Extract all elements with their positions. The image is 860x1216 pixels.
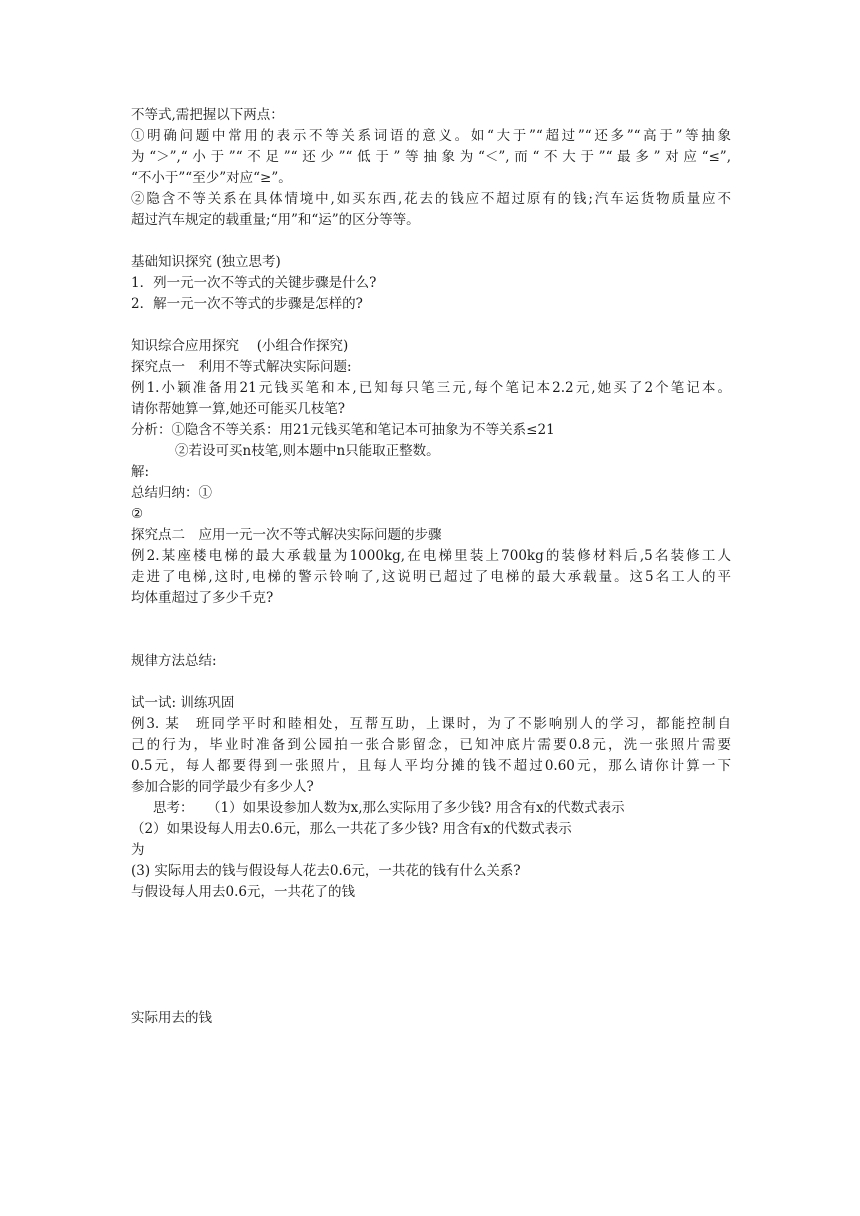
text-line: 2．解一元一次不等式的步骤是怎样的?: [131, 296, 363, 312]
text-line: 超过汽车规定的载重量;“用”和“运”的区分等等。: [131, 212, 420, 228]
text-line: 己的行为，毕业时准备到公园拍一张合影留念，已知冲底片需要0.8元，洗一张照片需要: [131, 737, 731, 753]
text-line: 例1.小颖准备用21元钱买笔和本,已知每只笔三元,每个笔记本2.2元,她买了2个笔记本。: [131, 380, 731, 396]
text-line: 例3. 某 班同学平时和睦相处，互帮互助，上课时，为了不影响别人的学习，都能控制自: [131, 716, 731, 732]
text-line: 总结归纳：①: [131, 485, 212, 501]
text-line: 请你帮她算一算,她还可能买几枝笔?: [131, 401, 346, 417]
text-line: ①明确问题中常用的表示不等关系词语的意义。如“大于”“超过”“还多”“高于”等抽象: [131, 128, 731, 144]
text-line: 为: [131, 842, 145, 858]
section-heading: 探究点二 应用一元一次不等式解决实际问题的步骤: [131, 527, 442, 543]
text-line: ②若设可买n枝笔,则本题中n只能取正整数。: [175, 443, 440, 459]
text-line: ②: [131, 506, 144, 522]
text-line: （2）如果设每人用去0.6元，那么一共花了多少钱? 用含有x的代数式表示: [131, 821, 572, 837]
text-line: “不小于”“至少”对应“≥”。: [131, 170, 292, 186]
text-line: 均体重超过了多少千克?: [131, 590, 274, 606]
section-heading: 规律方法总结:: [131, 653, 217, 669]
text-line: 与假设每人用去0.6元，一共花了的钱: [131, 884, 355, 900]
text-line: 0.5元，每人都要得到一张照片，且每人平均分摊的钱不超过0.60元，那么请你计算一下: [131, 758, 731, 774]
text-line: 例2.某座楼电梯的最大承载量为1000kg,在电梯里装上700kg的装修材料后,5名装修工人: [131, 548, 731, 564]
text-line: 解:: [131, 464, 150, 480]
text-line: ②隐含不等关系在具体情境中,如买东西,花去的钱应不超过原有的钱;汽车运货物质量应不: [131, 191, 731, 207]
text-line: (3) 实际用去的钱与假设每人花去0.6元，一共花的钱有什么关系?: [131, 863, 521, 879]
text-line: 走进了电梯,这时,电梯的警示铃响了,这说明已超过了电梯的最大承载量。这5名工人的平: [131, 569, 731, 585]
text-line: 实际用去的钱: [131, 1010, 212, 1026]
text-line: 1．列一元一次不等式的关键步骤是什么?: [131, 275, 377, 291]
text-line: 参加合影的同学最少有多少人?: [131, 779, 314, 795]
section-heading: 基础知识探究 (独立思考): [131, 254, 281, 270]
section-heading: 试一试: 训练巩固: [131, 695, 235, 711]
text-line: 为“＞”,“小于”“不足”“还少”“低于”等抽象为“＜”,而“不大于”“最多”对应“≤”,: [131, 149, 731, 165]
section-heading: 知识综合应用探究 (小组合作探究): [131, 338, 349, 354]
text-line: 不等式,需把握以下两点：: [131, 107, 284, 123]
text-line: 探究点一 利用不等式解决实际问题:: [131, 359, 352, 375]
text-line: 思考： （1）如果设参加人数为x,那么实际用了多少钱? 用含有x的代数式表示: [153, 800, 625, 816]
text-line: 分析：①隐含不等关系：用21元钱买笔和笔记本可抽象为不等关系≤21: [131, 422, 555, 438]
